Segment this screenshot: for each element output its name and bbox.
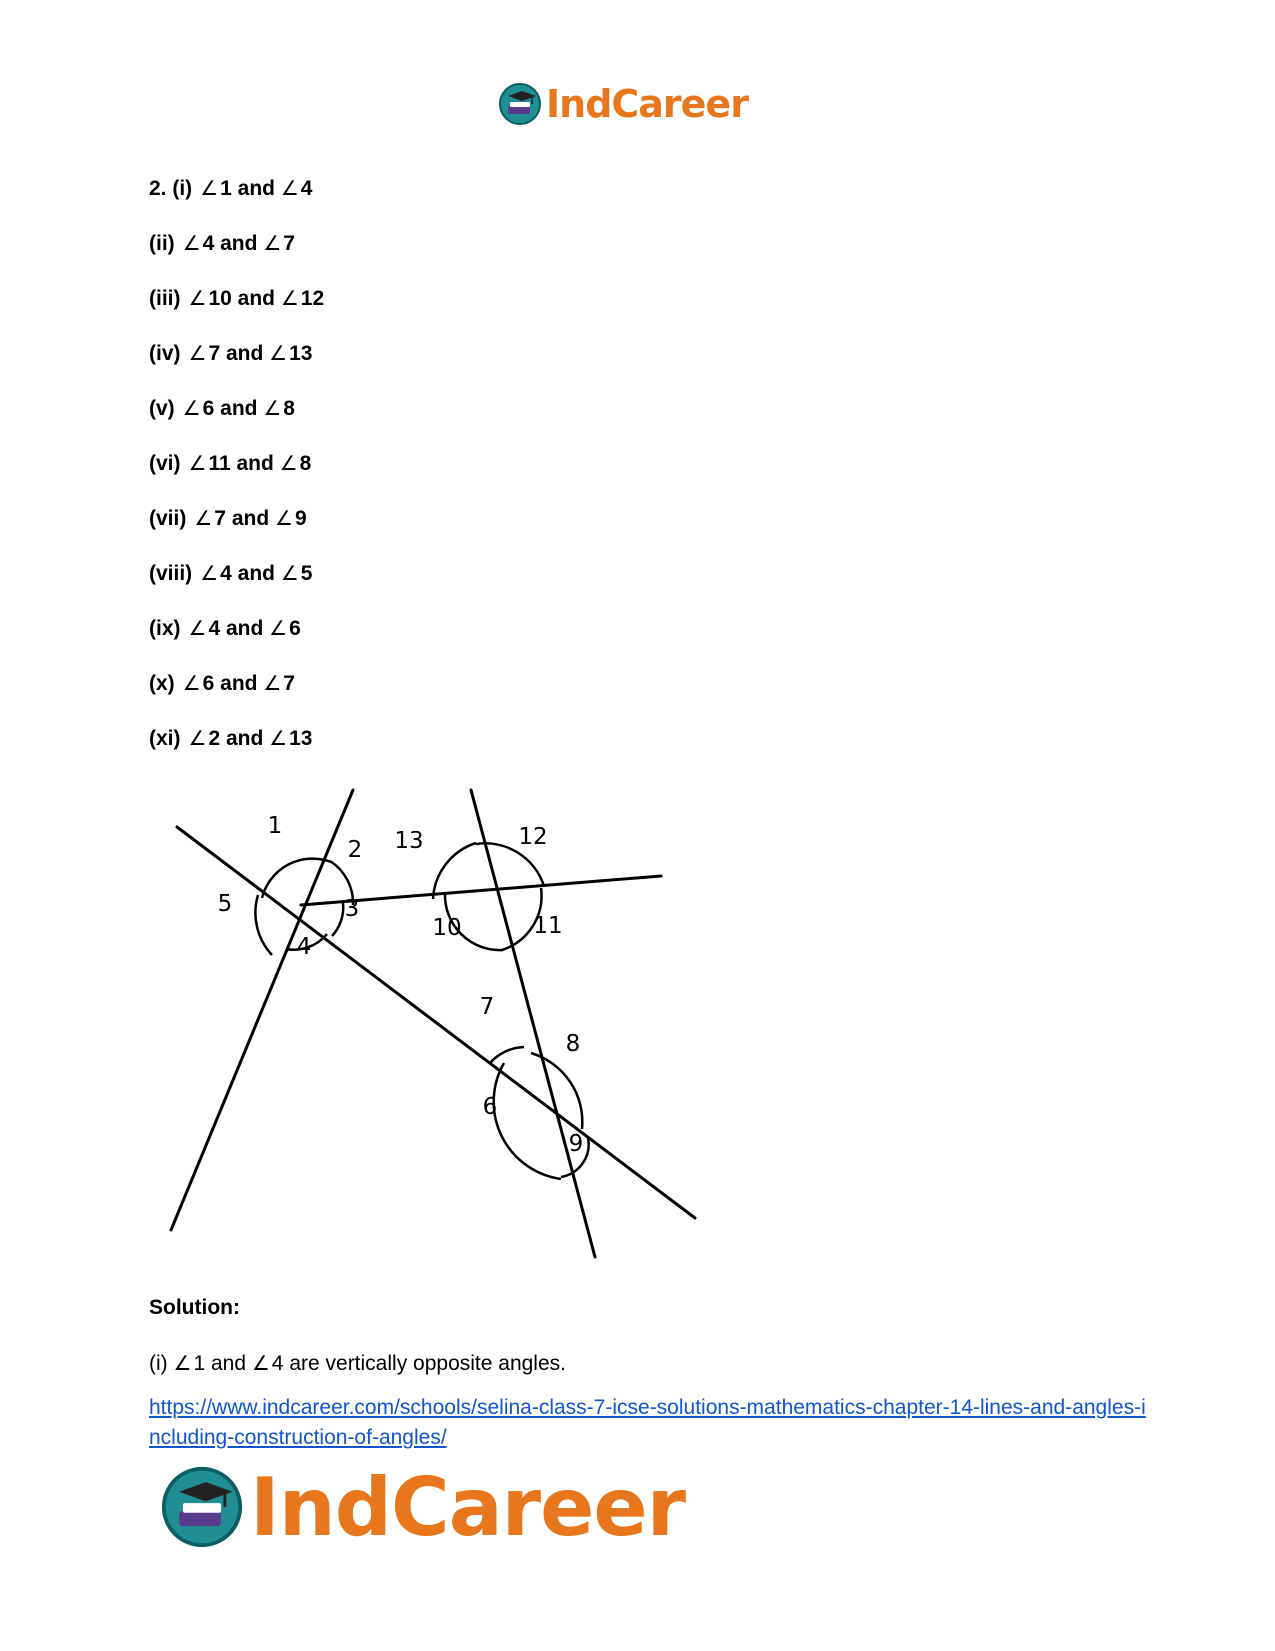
solution-line — [149, 1351, 566, 1376]
question-item — [149, 341, 324, 365]
question-item — [149, 451, 324, 475]
angle-a: 4 — [208, 617, 221, 640]
angles-figure — [149, 785, 709, 1265]
angle-a: 2 — [208, 727, 221, 750]
conjunction: and — [225, 342, 264, 365]
angle-symbol: ∠ — [188, 726, 207, 750]
angle-b: 7 — [283, 672, 295, 695]
angle-a: 4 — [220, 562, 232, 585]
angle-symbol: ∠ — [200, 561, 219, 585]
angle-symbol: ∠ — [188, 451, 207, 475]
conjunction: and — [220, 232, 258, 255]
angle-symbol: ∠ — [279, 451, 298, 475]
item-label: (xi) — [149, 727, 181, 750]
item-label: (vii) — [149, 507, 187, 530]
angle-symbol: ∠ — [263, 396, 282, 420]
label-5: 5 — [217, 891, 233, 917]
angle-symbol: ∠ — [275, 506, 293, 530]
angle-a: 7 — [208, 342, 221, 365]
line-right — [471, 790, 595, 1257]
item-label: 2. (i) — [149, 177, 193, 200]
conjunction: and — [236, 452, 274, 475]
item-label: (vi) — [149, 452, 181, 475]
angle-b: 13 — [289, 342, 313, 365]
item-label: (x) — [149, 672, 175, 695]
label-13: 13 — [394, 828, 424, 854]
header-logo — [498, 80, 748, 128]
angle-b: 8 — [283, 397, 295, 420]
label-12: 12 — [518, 824, 548, 850]
label-10: 10 — [432, 915, 462, 941]
question-item — [149, 671, 324, 695]
arc-7 — [490, 1047, 524, 1063]
angle-symbol: ∠ — [188, 616, 207, 640]
solution-heading: Solution: — [149, 1296, 240, 1319]
item-label: (iii) — [149, 287, 181, 310]
conjunction: and — [220, 397, 258, 420]
question-list — [149, 176, 324, 781]
label-11: 11 — [533, 913, 563, 939]
conjunction: and — [220, 672, 258, 695]
angle-symbol: ∠ — [269, 341, 288, 365]
angle-b: 4 — [300, 177, 313, 200]
conjunction: and — [231, 507, 270, 530]
question-item — [149, 286, 324, 310]
angle-b: 6 — [289, 617, 301, 640]
solution-rest: are vertically opposite angles. — [289, 1352, 566, 1375]
logo-wordmark: IndCareer — [250, 1460, 686, 1554]
label-3: 3 — [344, 896, 360, 922]
label-9: 9 — [568, 1131, 584, 1157]
angle-symbol: ∠ — [200, 176, 219, 200]
item-label: (ix) — [149, 617, 181, 640]
angle-b: 8 — [299, 452, 312, 475]
conjunction: and — [237, 177, 275, 200]
angle-a: 4 — [202, 232, 215, 255]
angle-symbol: ∠ — [280, 286, 299, 310]
solution-angle-a: 1 — [193, 1352, 206, 1375]
angle-symbol: ∠ — [173, 1351, 192, 1375]
label-7: 7 — [479, 994, 495, 1020]
question-item — [149, 396, 324, 420]
angle-a: 7 — [214, 507, 226, 530]
angle-a: 10 — [208, 287, 232, 310]
question-item — [149, 561, 324, 585]
label-1: 1 — [267, 813, 283, 839]
solution-angle-b: 4 — [271, 1352, 284, 1375]
angle-symbol: ∠ — [280, 176, 299, 200]
arc-6 — [494, 1063, 561, 1179]
arc-3 — [332, 903, 343, 936]
angle-b: 12 — [300, 287, 325, 310]
arc-5 — [255, 895, 272, 955]
angle-symbol: ∠ — [188, 341, 207, 365]
label-2: 2 — [347, 837, 363, 863]
angle-b: 5 — [300, 562, 313, 585]
angle-symbol: ∠ — [188, 286, 207, 310]
angle-symbol: ∠ — [269, 616, 288, 640]
item-label: (v) — [149, 397, 175, 420]
conjunction: and — [225, 727, 264, 750]
angle-symbol: ∠ — [269, 726, 288, 750]
angle-b: 13 — [289, 727, 313, 750]
label-4: 4 — [296, 934, 312, 960]
graduation-book-icon — [498, 82, 542, 126]
question-item — [149, 231, 324, 255]
angle-symbol: ∠ — [263, 231, 282, 255]
conjunction: and — [237, 562, 275, 585]
item-label: (iv) — [149, 342, 181, 365]
footer-logo — [160, 1460, 685, 1554]
angle-a: 6 — [202, 672, 215, 695]
label-8: 8 — [565, 1031, 581, 1057]
angle-symbol: ∠ — [182, 396, 201, 420]
angle-symbol: ∠ — [263, 671, 282, 695]
line-left — [171, 790, 353, 1230]
angle-b: 7 — [283, 232, 295, 255]
graduation-book-icon — [160, 1465, 244, 1549]
angle-symbol: ∠ — [182, 231, 201, 255]
angle-symbol: ∠ — [182, 671, 201, 695]
angle-symbol: ∠ — [251, 1351, 270, 1375]
label-6: 6 — [482, 1094, 498, 1120]
question-item — [149, 176, 324, 200]
item-label: (ii) — [149, 232, 175, 255]
solution-label: (i) — [149, 1352, 168, 1375]
angle-a: 6 — [202, 397, 215, 420]
question-item — [149, 726, 324, 750]
question-item — [149, 616, 324, 640]
angle-a: 1 — [220, 177, 232, 200]
angle-a: 11 — [208, 452, 231, 475]
source-link[interactable]: https://www.indcareer.com/schools/selina-class-7-icse-solutions-mathematics-chapter-14-lines-and-angles-including-construction-of-angles/ — [149, 1396, 1146, 1449]
solution-conj: and — [210, 1352, 247, 1375]
question-item — [149, 506, 324, 530]
logo-wordmark: IndCareer — [546, 82, 748, 126]
conjunction: and — [225, 617, 264, 640]
angle-symbol: ∠ — [280, 561, 299, 585]
item-label: (viii) — [149, 562, 193, 585]
conjunction: and — [237, 287, 275, 310]
angle-symbol: ∠ — [194, 506, 213, 530]
angle-b: 9 — [294, 507, 307, 530]
